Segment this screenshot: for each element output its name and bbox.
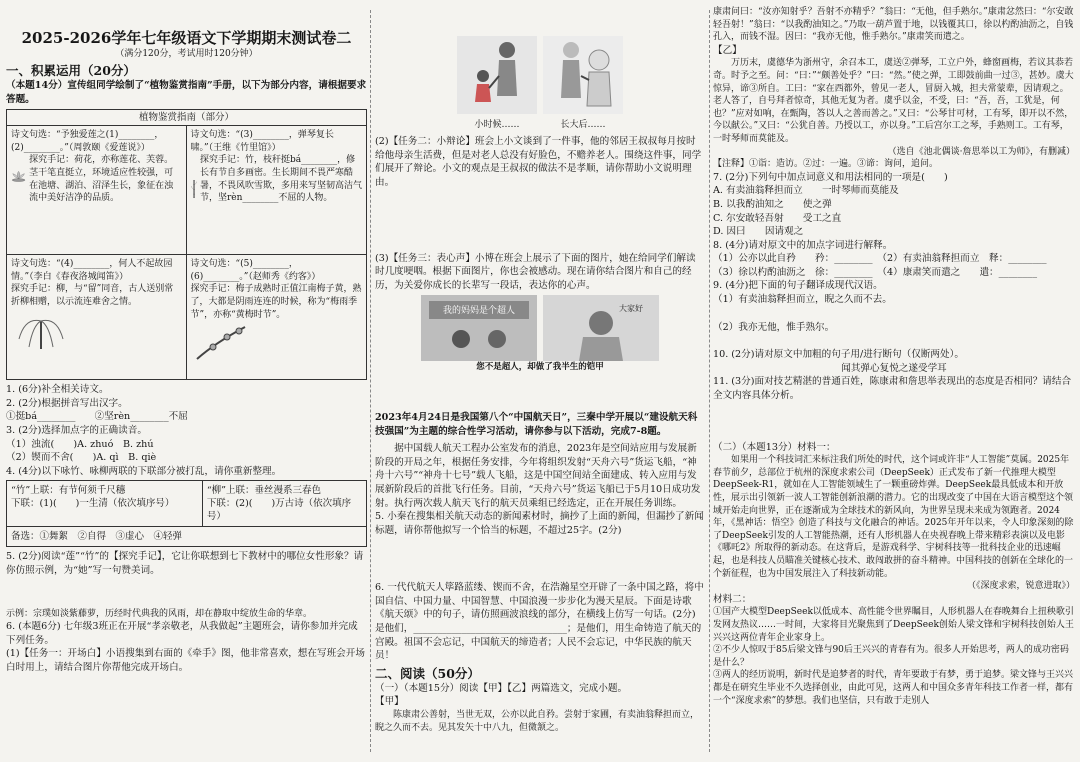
card-note: 探究手记：梅子成熟时正值江南梅子黄，熟了，大都是阴雨连连的时候，称为“梅雨季节”，亦称“黄梅时节”。 — [190, 284, 362, 320]
bamboo-couplet — [7, 481, 203, 526]
exam-subtitle: （满分120分，考试用时120分钟） — [115, 49, 258, 59]
column-middle — [375, 6, 705, 758]
card-note: 探究手记：竹，枝秆挺bá________，修长有节自多画密。生长期间不畏严寒酷暑，不畏风吹雪欺，多用来写坚韧高洁气节，坚rèn________不屈的人物。 — [199, 155, 362, 204]
column-divider — [709, 10, 710, 752]
question-9-item-2: （2）我亦无他，惟手熟尔。 — [713, 321, 835, 333]
card-note: 探究手记：荷花，亦称莲花、芙蓉。茎干笔直挺立，环境适应性较强，可在池塘、湖泊、沼泽生长，象征在浊流中美好洁净的品质。 — [29, 155, 174, 204]
willow-couplet — [203, 481, 366, 526]
column-right — [713, 6, 1075, 758]
example-text: 示例：宗璞如淡紫藤萝，历经时代典我的风雨，却在静取中绽放生命的华章。 — [6, 608, 313, 619]
question-7-option-c: C. 尔安敢轻吾射 受工之直 — [713, 212, 842, 224]
willow-upper-line: “柳”上联：垂丝漫系三春色 — [206, 485, 322, 497]
text-source: （选自《池北偶谈·詹思举以工为师》，有删减） — [887, 146, 1075, 157]
guide-card-plum — [187, 255, 367, 379]
plant-guide-table — [6, 109, 367, 380]
question-2: 2. (2分)根据拼音写出汉字。 — [6, 397, 128, 409]
question-2-items: ①挺bá________ ②坚rèn________不屈 — [6, 411, 188, 423]
guide-card-lotus — [7, 126, 187, 255]
question-5: 5. (2分)阅读“莲”“竹”的【探究手记】，它让你联想到七下教材中的哪位女性形象？请你仿照示例，为“她”写一句赞美词。 — [6, 551, 364, 576]
card-poem: 诗文句选：“(4)________，何人不起故园情。”（李白《春夜洛城闻笛》） — [11, 259, 173, 282]
question-6: 6. (本题6分) 七年级3班正在开展“孝亲敬老，从我做起”主题班会，请你参加并完成下列任务。 — [6, 621, 358, 646]
guide-card-willow — [7, 255, 187, 379]
task-1: (1)【任务一：开场白】小语搜集到右面的《牵手》图，他非常喜欢，想在写班会开场白时用上，请结合图片你帮他完成开场白。 — [6, 648, 365, 673]
question-6b: 6. 一代代航天人筚路蓝缕、锲而不舍，在浩瀚星空开辟了一条中国之路，将中国自信、中国力量、中国智慧、中国浪漫一步步化为漫天星辰。下面是诗歌《航天颂》中的句子，请仿照画波浪线的部分，在横线上仿写一句话。(2分) — [375, 582, 704, 621]
figure-label-left: 小时候…… — [474, 119, 520, 130]
reading-2-intro: （二）（本题13分）材料一： — [713, 441, 836, 453]
question-intro: （本题14分）宣传组同学绘制了“植物鉴赏指南”手册，以下为部分内容，请根据要求答题。 — [6, 80, 367, 105]
question-7-option-b: B. 以我酌油知之 使之弹 — [713, 198, 832, 210]
couplet-options: 备选：①舞絮 ②自得 ③虚心 ④轻弹 — [7, 526, 366, 546]
text-jia: 陈康肃公善射，当世无双，公亦以此自矜。尝射于家圃，有卖油翁释担而立，睨之久而不去。见其发矢十中八九，但微颔之。 — [375, 710, 700, 733]
plum-blossom-illustration — [191, 321, 251, 361]
material-2-para-2: ②不少人惊叹于85后梁文锋与90后王兴兴的青春有为。很多人开始思考，两人的成功密码是什么？ — [713, 645, 1069, 668]
cartoon-panel-right — [543, 295, 659, 361]
material-1-source: （《深度求索，锐意进取》） — [966, 581, 1075, 592]
question-3: 3. (2分)选择加点字的正确读音。 — [6, 424, 147, 436]
column-divider — [370, 10, 371, 752]
question-9-item-1: （1）有卖油翁释担而立，睨之久而不去。 — [713, 294, 892, 306]
column-left — [6, 6, 367, 758]
bamboo-illustration — [191, 154, 197, 224]
question-8-row-2: （3）徐以杓酌油沥之 徐：________ （4）康肃笑而遣之 遣：________ — [713, 266, 1038, 278]
card-note: 探究手记：柳，与“留”同音，古人送别常折柳相赠，以示流连难舍之情。 — [11, 284, 174, 307]
guide-card-bamboo — [187, 126, 367, 255]
question-9: 9. (4分)把下面的句子翻译成现代汉语。 — [713, 280, 883, 292]
figure-label-right: 长大后…… — [560, 119, 606, 130]
answer-space — [713, 403, 1075, 441]
guide-title: 植物鉴赏指南（部分） — [7, 110, 366, 126]
question-8-row-1: （1）公亦以此自矜 矜：________ （2）有卖油翁释担而立 释：________ — [713, 253, 1047, 265]
card-poem: 诗文句选：“(3)________，弹琴复长啸。”（王维《竹里馆》） — [190, 130, 334, 153]
answer-space — [375, 537, 705, 581]
material-2-para-3: ③两人的经历说明，新时代是追梦者的时代，青年要敢于有梦，勇于追梦。梁文锋与王兴兴都是在研究生毕业不久选择创业，由此可见，这两人和中国众多青年科技工作者一样，都有一个“深度求索”的梦想。我们也坚信，只有敢于走别人 — [713, 670, 1074, 706]
answer-space — [6, 578, 367, 608]
question-11: 11. (3分)面对技艺精湛的普通百姓，陈康肃和詹思举表现出的态度是否相同？请结合全文内容具体分析。 — [713, 376, 1072, 402]
task-2: (2)【任务二：小辩论】班会上小文谈到了一件事，他的邻居王叔叔每月按时给他母亲生活费，但是对老人总没有好脸色，不赡养老人。围绕这件事，同学们展开了辩论。小文的观点是王叔叔的做法不是孝顺，请你帮助小文说明理由。 — [375, 136, 702, 188]
text-label-jia: 【甲】 — [375, 696, 404, 708]
willow-lower-line: 下联：(2)( )万古诗（依次填序号） — [206, 498, 352, 523]
text-yi: 万历末，虞德华为浙州守，余召本工，虞送②弹琴，工立户外，蜂窗画梅，若议其恭若奇。时予之至。问：“曰：”“颇善处乎？”曰：“然。”使之弹，工即鼓前曲一过③，甚妙。虞大惊异，谛③所自。工曰：“家在西都外，曾见一老人，冒厨入城，担夫常蒙辈，因请观之。老人答了，自号拜者惊奇，其他无复为者。虞乎以金，不受，曰：“吾，吾，工犹是，何也？”应对如响，在甄陶，答以人之善而善之。”又曰：“公琴甘可材，工有琴，即开以不然，今以献公。”又曰：“公犹自善。乃授以工，亦以身。”工后宫尔工之琴，手熟则工。工有琴，一时琴师而莫能及。 — [713, 58, 1074, 144]
childhood-illustration — [457, 36, 537, 114]
section-heading: 二、阅读（50分） — [375, 665, 480, 681]
text-jia-continued: 康肃问曰：“汝亦知射乎？吾射不亦精乎？”翁曰：“无他，但手熟尔。”康肃忿然曰：“尔安敢轻吾射！”翁曰：“以我酌油知之。”乃取一葫芦置于地，以钱覆其口，徐以杓酌油沥之，自钱孔入，而钱不湿。因曰：“我亦无他，惟手熟尔。”康肃笑而遣之。 — [713, 7, 1074, 43]
bamboo-upper-line: “竹”上联：有节何须千尺穗 — [11, 485, 126, 497]
answer-space — [375, 190, 705, 252]
poem-lines: 是他们，________________________________；是他们，用生命铸造了航天的宫殿。祖国不会忘记，中国航天的缔造者；人民不会忘记，中华民族的航天员！ — [375, 623, 702, 662]
answer-space — [713, 334, 1075, 348]
exam-title: 2025-2026学年七年级语文下学期期末测试卷二 — [21, 29, 352, 47]
question-3-item-b: （2）锲而不舍( )A. qì B. qiè — [6, 452, 157, 464]
question-3-item-a: （1）浊流( )A. zhuó B. zhú — [6, 438, 154, 450]
material-2-para-1: ①国产大模型DeepSeek以低成本、高性能令世界瞩目，人形机器人在春晚舞台上扭秧歌引发网友热议……一时间，大家将目光聚焦到了DeepSeek创始人梁文锋和宇树科技创始人王兴兴这两位青年企业家身上。 — [713, 607, 1074, 643]
question-4: 4. (4分)以下咏竹、咏柳两联的下联部分被打乱，请你重新整理。 — [6, 465, 282, 477]
question-7-option-d: D. 因曰 因请观之 — [713, 226, 804, 238]
bamboo-lower-line: 下联：(1)( )一生清（依次填序号） — [11, 498, 175, 510]
question-10: 10. (2分)请对原文中加粗的句子用/进行断句（仅断两处）。 — [713, 349, 964, 361]
task-3: (3)【任务三：表心声】小博在班会上展示了下面的图片，她在给同学们解读时几度哽咽。根据下面图片，你也会被感动。现在请你结合图片和自己的经历，为关爱你成长的长辈写一段话，表达你的心声。 — [375, 252, 696, 291]
material-1: 如果用一个科技词汇来标注我们所处的时代，这个词或许非“人工智能”莫属。2025年春节前夕，总部位于杭州的深度求索公司（DeepSeek）正式发布了新一代推理大模型DeepSeek-R1，就如在人工智能领域生了一颗重磅炸弹。DeepSeek最具低成本和开放性，展示出引领新一波人工智能创新浪潮的潜力。它的出现改变了中国在大语言模型这个领域开始走向世界，正在逐渐成为全球技术的新风向，为世界呈现未来成为领跑者。2024年，《黑神话：悟空》创造了科技与文化融合的神话。2025年开年以来，令人印象深刻的除了DeepSeek引发的人工智能热潮，还有人形机器人在央视春晚上带来精彩表演以及电影《哪吒2》所取得的新动态。在这背后，是游戏科学、宇树科技等一批科技企业的迅速崛起，也是科技人员瞄准关键核心技术、敢闯敢拼的奋斗精神。中国科技的创新在全球化的一个新征程，也为中国发展注入了科技新动能。 — [713, 455, 1074, 579]
couplet-table — [6, 480, 367, 547]
card-poem: 诗文句选：“(5)________，(6)________。”（赵师秀《约客》） — [190, 259, 321, 282]
card-poem: 诗文句选：“予独爱莲之(1)________，(2)________。”（周敦颐《爱莲说》） — [11, 130, 164, 153]
cartoon-text-b: 大家好 — [619, 304, 643, 314]
question-8: 8. (4分)请对原文中的加点字词进行解释。 — [713, 239, 893, 251]
annotation: 【注释】①诣：造访。②过：一遍。③谛：询问，追问。 — [713, 159, 939, 170]
question-1: 1. (6分)补全相关诗文。 — [6, 384, 109, 396]
question-5b: 5. 小秦在搜集相关航天动态的新闻素材时，摘抄了上面的新闻，但漏抄了新闻标题，请你帮他拟写一个恰当的标题，不超过25字。(2分) — [375, 511, 704, 536]
reading-1-intro: （一）（本题15分）阅读【甲】【乙】两篇选文，完成小题。 — [375, 682, 628, 694]
grown-up-illustration — [543, 36, 623, 114]
sentence-to-punctuate: 闻其弹心复悦之遂受学耳 — [841, 362, 947, 374]
aerospace-intro: 2023年4月24日是我国第八个“中国航天日”，三秦中学开展以“建设航天科技强国”为主题的综合性学习活动，请你参与以下活动，完成7-8题。 — [375, 411, 698, 437]
cartoon-panel-left — [421, 295, 537, 361]
answer-space — [375, 375, 705, 411]
willow-illustration — [11, 309, 71, 349]
cartoon-text-a: 我的妈妈是个超人 — [442, 306, 516, 317]
material-2-heading: 材料二： — [713, 593, 752, 605]
cartoon-figure — [375, 295, 705, 361]
cartoon-caption: 您不是超人，却做了我半生的铠甲 — [476, 362, 604, 373]
holding-hands-figure — [375, 36, 705, 131]
text-label-yi: 【乙】 — [713, 44, 742, 56]
section-heading: 一、积累运用（20分） — [6, 63, 136, 78]
question-7-option-a: A. 有卖油翁释担而立 一时琴师而莫能及 — [713, 185, 899, 197]
answer-space — [713, 307, 1075, 321]
question-7: 7. (2分)下列句中加点词意义和用法相同的一项是( ) — [713, 171, 948, 183]
news-body: 据中国载人航天工程办公室发布的消息，2023年是空间站应用与发展新阶段的开局之年，根据任务安排，今年将组织发射“天舟六号”货运飞船，“神舟十六号”“神舟十七号”载人飞船，这是中国空间站全面建成、转入应用与发展新阶段后的首批飞行任务。目前，“天舟六号”货运飞船已于5月10日成功发射。执行两次载人航天飞行的航天员乘组已经选定，正在开展任务训练。 — [375, 443, 701, 509]
lotus-illustration — [11, 154, 26, 198]
